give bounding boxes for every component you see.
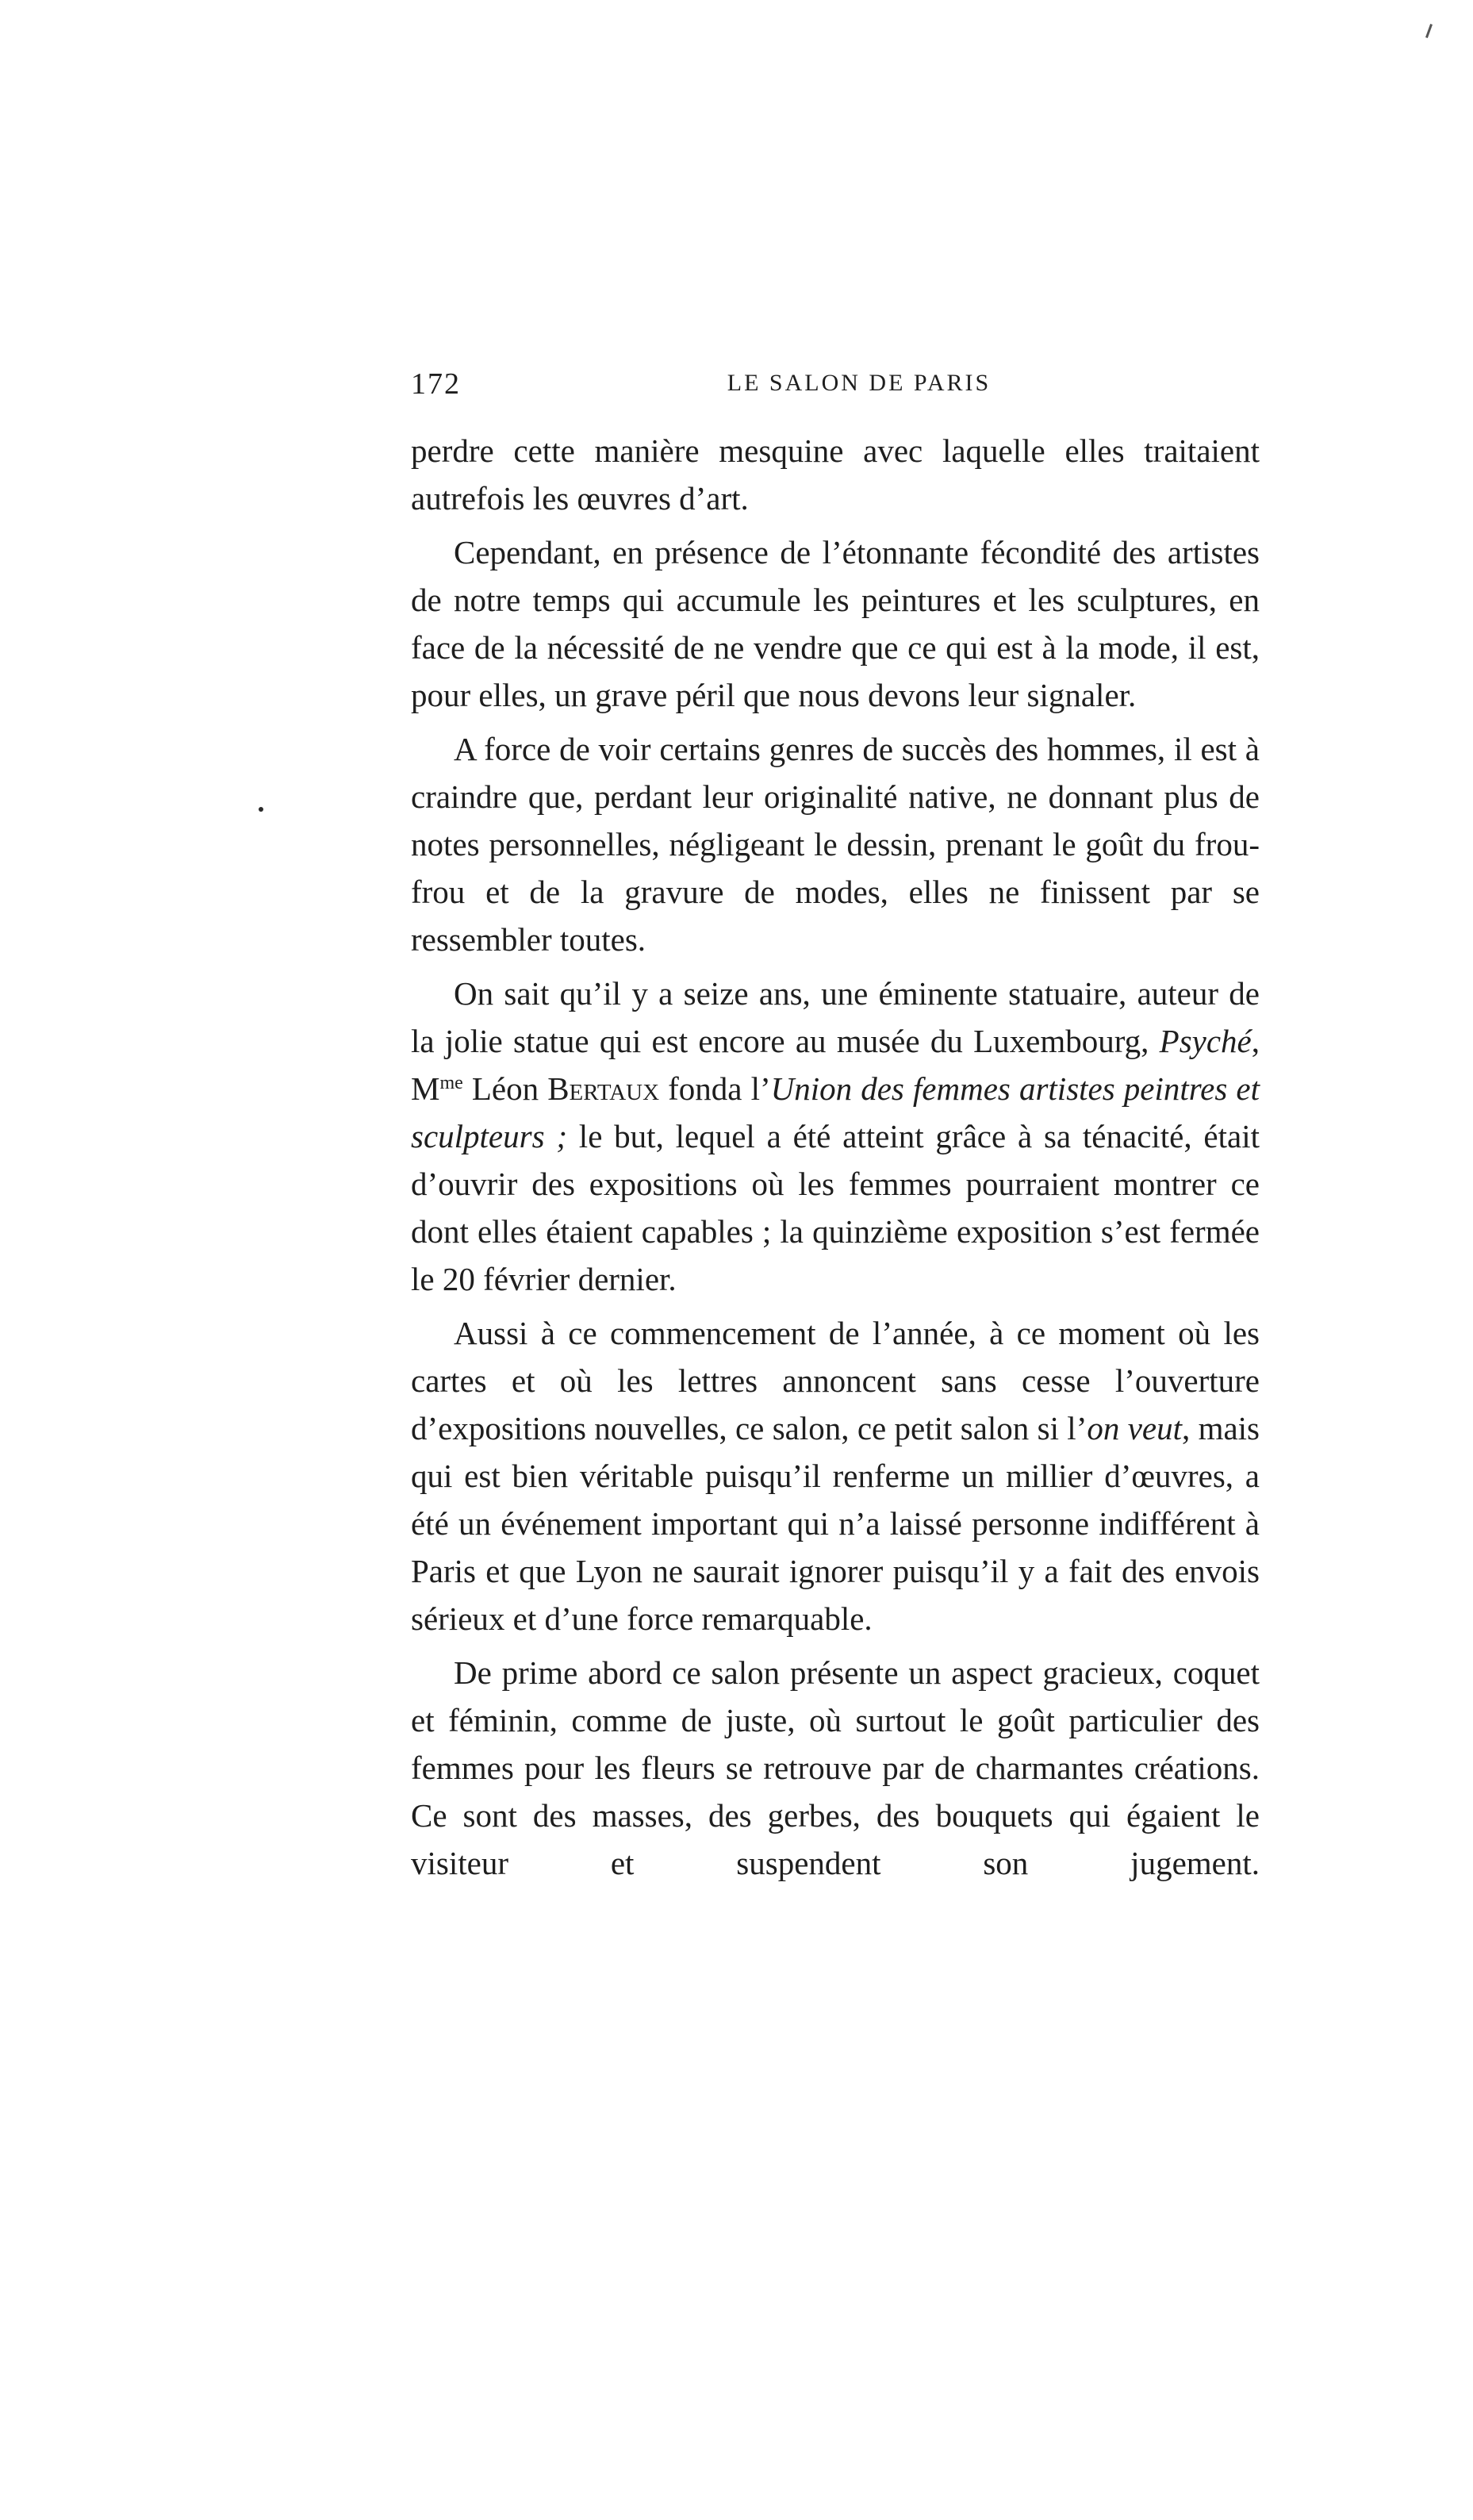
body-text [411,427,1260,1893]
running-title: LE SALON DE PARIS [727,370,992,396]
running-head [411,367,1260,406]
paragraph-3: A force de voir certains genres de succès des hommes, il est à craindre que, perdant leur originalité native, ne donnant plus de notes personnelles, négligeant le dessin, prenant le goût du frou-frou et de la gravure de modes, elles ne finissent par se ressembler toutes. [411,731,1260,958]
paragraph-1: perdre cette manière mesquine avec laquelle elles traitaient autrefois les œuvres d’art. [411,432,1260,517]
paragraph-5-text-b: , mais qui est bien véritable puisqu’il renferme un millier d’œuvres, a été un événement important qui n’a laissé personne indifférent à Paris et que Lyon ne saurait ignorer puisqu’il y a fait des envois sérieux et d’une force remarquable. [411,1410,1260,1637]
paragraph-4-text-a: On sait qu’il y a seize ans, une éminente statuaire, auteur de la jolie statue qui est encore au musée du Luxembourg, [411,975,1260,1059]
paragraph-2: Cependant, en présence de l’étonnante fécondité des artistes de notre temps qui accumule les peintures et les sculptures, en face de la nécessité de ne vendre que ce qui est à la mode, il est, pour elles, un grave péril que nous devons leur signaler. [411,534,1260,713]
edge-mark [1425,24,1433,38]
paragraph-4-text-b: , M [411,1023,1260,1107]
paragraph-5 [411,1309,1260,1642]
paragraph-5-text-a: Aussi à ce commencement de l’année, à ce moment où les cartes et où les lettres annoncent sans cesse l’ouverture d’expositions nouvelles, ce salon, ce petit salon si l’ [411,1315,1260,1446]
paragraph-6: De prime abord ce salon présente un aspect gracieux, coquet et féminin, comme de juste, où surtout le goût particulier des femmes pour les fleurs se retrouve par de charmantes créations. Ce sont des masses, des gerbes, des bouquets qui égaient le visiteur et suspendent son jugement. [411,1654,1260,1881]
paragraph-4-text-d: fonda l’ [659,1070,771,1107]
paragraph-4-text-e: le but, lequel a été atteint grâce à sa ténacité, était d’ouvrir des expositions où les femmes pourraient montrer ce dont elles étaient capables ; la quinzième exposition s’est fermée le 20 février dernier. [411,1118,1260,1297]
madame-superscript: me [439,1073,463,1093]
paragraph-4 [411,970,1260,1303]
bertaux-name: Bertaux [547,1070,660,1107]
union-title: Union des femmes artistes peintres et sculpteurs ; [411,1070,1260,1154]
psyche-title: Psyché [1159,1023,1252,1059]
ink-speck [259,807,263,812]
on-veut-italic: on veut [1087,1410,1182,1446]
page-number: 172 [411,367,461,401]
paragraph-4-text-c: Léon [462,1070,548,1107]
